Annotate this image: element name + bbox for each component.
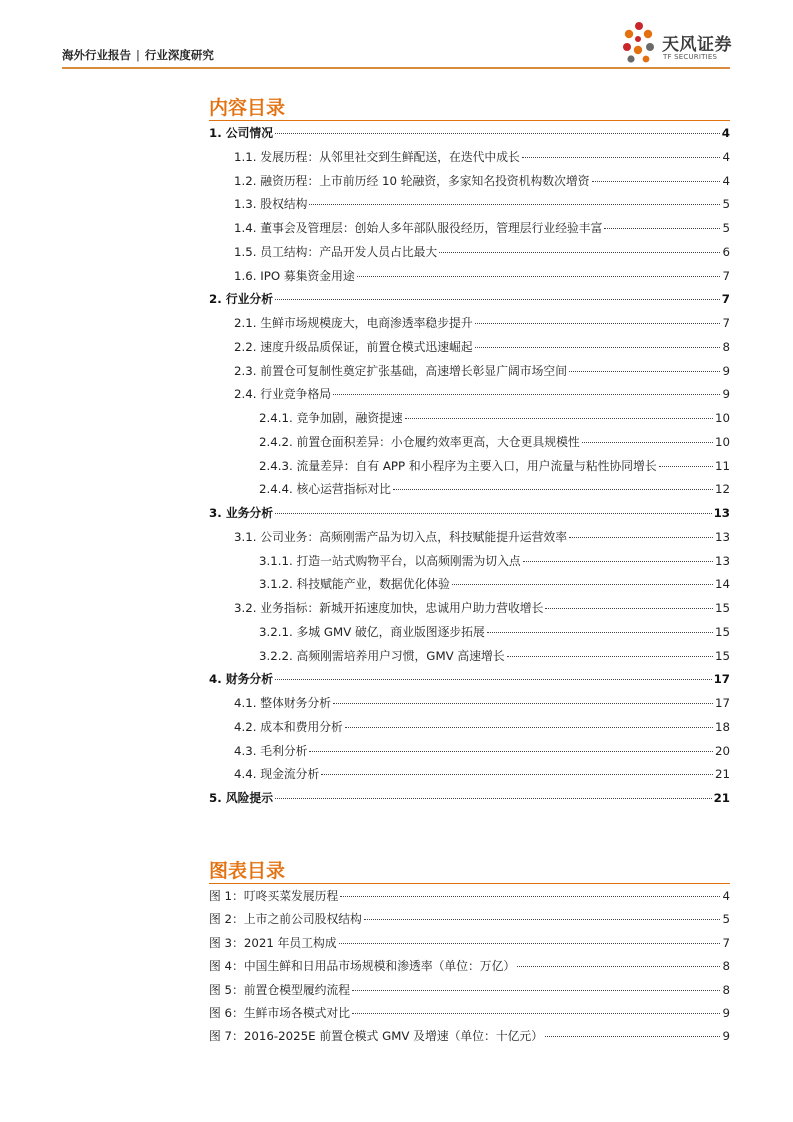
toc-entry-number: 4.2.: [234, 719, 257, 734]
toc-entry-text: 流量差异：自有 APP 和小程序为主要入口，用户流量与粘性协同增长: [296, 458, 657, 473]
figure-entry-page: 4: [722, 889, 730, 903]
toc-entry-number: 3.2.: [234, 601, 257, 615]
toc-entry-title: [209, 504, 273, 521]
toc-entry-number: 5.: [209, 791, 222, 805]
flower-dots-logo-icon: [620, 20, 662, 66]
toc-entry[interactable]: [259, 457, 730, 474]
figure-entry-page: 7: [722, 935, 730, 950]
toc-entry-number: 3.1.2.: [259, 577, 293, 592]
toc-entry-text: 业务分析: [225, 506, 274, 520]
figure-entry-text: 生鲜市场各模式对比: [243, 1006, 351, 1020]
toc-entry-text: 速度升级品质保证，前置仓模式迅速崛起: [260, 339, 473, 354]
dot-leader: [659, 466, 713, 467]
toc-entry-number: 1.: [209, 126, 222, 140]
figure-entry-page: 8: [722, 982, 730, 997]
toc-entry-text: 现金流分析: [260, 767, 320, 782]
toc-entry[interactable]: [234, 765, 730, 782]
figures-title: 图表目录: [209, 860, 286, 882]
toc-entry-title: [234, 528, 567, 545]
brand-name-en: TF SECURITIES: [663, 53, 718, 61]
dot-leader: [452, 584, 713, 585]
toc-entry-number: 1.6.: [234, 268, 257, 283]
toc-entry-page: 4: [721, 126, 730, 140]
toc-entry[interactable]: [259, 575, 730, 592]
dot-leader: [604, 228, 720, 229]
toc-title-rule: [209, 120, 730, 121]
dot-leader: [405, 418, 713, 419]
toc-entry-title: [234, 742, 307, 759]
figure-entry-text: 上市之前公司股权结构: [243, 912, 362, 927]
toc-entry[interactable]: [234, 385, 730, 402]
toc-entry-page: 17: [713, 672, 730, 687]
dot-leader: [321, 774, 713, 775]
dot-leader: [345, 727, 713, 728]
toc-entry-title: [259, 623, 485, 640]
dot-leader: [309, 204, 720, 205]
toc-entry-text: 前置仓面积差异：小仓履约效率更高，大仓更具规模性: [296, 434, 580, 449]
toc-entry-title: [259, 575, 450, 592]
toc-entry-text: 前置仓可复制性奠定扩张基础，高速增长彰显广阔市场空间: [260, 363, 567, 378]
toc-entry-page: 8: [722, 339, 730, 354]
toc-entry-number: 1.4.: [234, 221, 257, 235]
toc-entry-page: 14: [714, 577, 730, 592]
toc-entry-title: [259, 552, 521, 569]
toc-entry[interactable]: [234, 599, 730, 616]
toc-entry-page: 21: [713, 791, 730, 805]
toc-entry[interactable]: [209, 789, 730, 806]
toc-entry-text: 整体财务分析: [260, 696, 332, 710]
toc-entry-text: IPO 募集资金用途: [260, 268, 355, 283]
report-category: [62, 47, 214, 63]
toc-entry[interactable]: [259, 480, 730, 497]
toc-entry-text: 风险提示: [225, 791, 274, 805]
toc-entry[interactable]: [234, 694, 730, 711]
header-separator: |: [136, 48, 140, 62]
figure-entry-label: 图 3：: [209, 935, 244, 950]
toc-entry[interactable]: [259, 623, 730, 640]
figure-entry[interactable]: [209, 981, 730, 998]
dot-leader: [333, 394, 720, 395]
toc-entry-text: 行业分析: [225, 292, 274, 307]
dot-leader: [592, 181, 721, 182]
dot-leader: [569, 537, 713, 538]
dot-leader: [517, 966, 720, 967]
brand-logo: [620, 20, 735, 66]
toc-entry-page: 20: [714, 743, 730, 758]
toc-entry-text: 行业竞争格局: [260, 387, 332, 402]
toc-entry-number: 2.4.4.: [259, 482, 293, 497]
toc-entry[interactable]: [234, 172, 730, 189]
toc-entry-title: [234, 765, 319, 782]
dot-leader: [487, 632, 713, 633]
toc-entry[interactable]: [234, 267, 730, 284]
toc-entry-title: [234, 267, 355, 284]
toc-entry[interactable]: [234, 148, 730, 165]
toc-entry[interactable]: [209, 124, 730, 141]
toc-entry[interactable]: [234, 314, 730, 331]
toc-entry-number: 2.2.: [234, 339, 257, 354]
toc-entry-text: 竞争加剧，融资提速: [296, 411, 403, 425]
figure-entry[interactable]: [209, 1027, 730, 1044]
dot-leader: [357, 276, 721, 277]
figure-entry[interactable]: [209, 934, 730, 951]
dot-leader: [439, 252, 720, 253]
toc-entry-text: 股权结构: [260, 197, 308, 212]
toc-entry-title: [259, 647, 505, 664]
toc-entry-title: [259, 433, 580, 450]
toc-entry-page: 4: [722, 149, 730, 164]
dot-leader: [522, 157, 721, 158]
toc-entry-page: 7: [721, 292, 730, 307]
toc-entry[interactable]: [209, 670, 730, 687]
figure-entry-text: 2016-2025E 前置仓模式 GMV 及增速（单位：十亿元）: [243, 1029, 544, 1044]
dot-leader: [275, 513, 712, 514]
figure-entry-text: 前置仓模型履约流程: [243, 982, 351, 997]
toc-entry-number: 2.: [209, 292, 222, 307]
toc-entry-page: 15: [714, 648, 730, 663]
toc-entry-number: 2.4.: [234, 387, 257, 402]
toc-entry-number: 3.1.: [234, 529, 257, 544]
toc-entry-page: 15: [714, 601, 730, 615]
toc-entry-text: 公司业务：高频刚需产品为切入点，科技赋能提升运营效率: [260, 529, 567, 544]
toc-entry-title: [234, 219, 602, 236]
toc-entry[interactable]: [234, 362, 730, 379]
toc-entry-page: 7: [722, 316, 730, 330]
toc-entry[interactable]: [234, 219, 730, 236]
figure-entry-label: 图 1：: [209, 889, 244, 903]
dot-leader: [393, 489, 713, 490]
toc-entry-number: 4.1.: [234, 696, 257, 710]
toc-entry-number: 3.2.2.: [259, 648, 293, 663]
dot-leader: [523, 561, 713, 562]
toc-title: 内容目录: [209, 97, 286, 119]
dot-leader: [339, 943, 721, 944]
toc-entry-number: 2.4.1.: [259, 411, 293, 425]
toc-entry-number: 3.: [209, 506, 222, 520]
toc-entry[interactable]: [234, 195, 730, 212]
toc-entry-page: 21: [714, 767, 730, 782]
toc-entry-number: 1.1.: [234, 149, 257, 164]
toc-entry-text: 打造一站式购物平台，以高频刚需为切入点: [296, 553, 521, 568]
toc-entry-text: 多城 GMV 破亿，商业版图逐步拓展: [296, 624, 485, 639]
dot-leader: [275, 679, 712, 680]
figure-entry-text: 叮咚买菜发展历程: [243, 889, 339, 903]
toc-entry-number: 1.5.: [234, 244, 257, 259]
figure-entry-label: 图 7：: [209, 1029, 244, 1044]
toc-entry-page: 13: [714, 553, 730, 568]
figure-entry-page: 9: [722, 1006, 730, 1020]
dot-leader: [475, 323, 721, 324]
toc-entry-title: [234, 314, 473, 331]
toc-entry[interactable]: [234, 718, 730, 735]
toc-entry-text: 财务分析: [225, 672, 274, 687]
toc-entry-page: 6: [722, 244, 730, 259]
toc-entry[interactable]: [259, 433, 730, 450]
figure-entry[interactable]: [209, 910, 730, 927]
dot-leader: [340, 896, 720, 897]
toc-entry-number: 4.3.: [234, 743, 257, 758]
dot-leader: [545, 608, 713, 609]
dot-leader: [275, 798, 712, 799]
figure-entry-title: [209, 934, 337, 951]
toc-entry-number: 3.2.1.: [259, 624, 293, 639]
figure-entry[interactable]: [209, 1004, 730, 1021]
figure-entry-label: 图 4：: [209, 959, 244, 974]
toc-entry-page: 18: [714, 719, 730, 734]
dot-leader: [275, 299, 720, 300]
figure-entry-page: 8: [722, 959, 730, 974]
figure-entry[interactable]: [209, 957, 730, 974]
toc-entry-number: 4.4.: [234, 767, 257, 782]
toc-entry-title: [234, 599, 543, 616]
figure-entry-label: 图 2：: [209, 912, 244, 927]
toc-entry-title: [234, 385, 331, 402]
toc-entry[interactable]: [209, 290, 730, 307]
dot-leader: [352, 990, 720, 991]
figure-entry-title: [209, 1027, 543, 1044]
dot-leader: [475, 347, 721, 348]
toc-entry-text: 融资历程：上市前历经 10 轮融资，多家知名投资机构数次增资: [260, 173, 590, 188]
toc-entry-title: [234, 243, 437, 260]
dot-leader: [309, 751, 713, 752]
toc-entry[interactable]: [234, 338, 730, 355]
toc-entry-page: 12: [714, 482, 730, 497]
toc-entry-title: [234, 694, 331, 711]
toc-entry-title: [234, 362, 567, 379]
dot-leader: [364, 919, 721, 920]
toc-entry-number: 1.2.: [234, 173, 257, 188]
toc-entry-text: 业务指标：新城开拓速度加快，忠诚用户助力营收增长: [260, 601, 544, 615]
toc-entry-number: 2.1.: [234, 316, 257, 330]
toc-entry-number: 1.3.: [234, 197, 257, 212]
toc-entry-text: 发展历程：从邻里社交到生鲜配送，在迭代中成长: [260, 149, 520, 164]
toc-entry-page: 17: [714, 696, 730, 710]
toc-entry-page: 7: [722, 268, 730, 283]
toc-entry-title: [234, 172, 590, 189]
toc-entry-title: [234, 718, 343, 735]
dot-leader: [352, 1013, 720, 1014]
toc-entry-page: 4: [722, 173, 730, 188]
figure-entry-page: 5: [722, 912, 730, 927]
toc-entry-title: [209, 670, 273, 687]
toc-entry[interactable]: [234, 528, 730, 545]
toc-entry-title: [209, 789, 273, 806]
toc-entry-text: 毛利分析: [260, 743, 308, 758]
toc-entry[interactable]: [259, 552, 730, 569]
toc-entry[interactable]: [209, 504, 730, 521]
toc-entry-title: [234, 195, 307, 212]
figure-entry-title: [209, 910, 362, 927]
figure-entry-label: 图 5：: [209, 982, 244, 997]
toc-entry[interactable]: [234, 243, 730, 260]
toc-entry[interactable]: [259, 409, 730, 426]
header-divider: [62, 67, 730, 69]
figure-entry[interactable]: [209, 887, 730, 904]
toc-entry-text: 高频刚需培养用户习惯，GMV 高速增长: [296, 648, 505, 663]
toc-entry-text: 核心运营指标对比: [296, 482, 391, 497]
toc-entry[interactable]: [259, 647, 730, 664]
dot-leader: [545, 1036, 720, 1037]
figure-entry-text: 2021 年员工构成: [243, 935, 337, 950]
toc-entry-title: [259, 457, 657, 474]
toc-entry-page: 10: [714, 434, 730, 449]
figure-entry-label: 图 6：: [209, 1006, 244, 1020]
toc-entry-title: [259, 409, 403, 426]
toc-entry-text: 生鲜市场规模庞大，电商渗透率稳步提升: [260, 316, 473, 330]
toc-entry-text: 员工结构：产品开发人员占比最大: [260, 244, 438, 259]
dot-leader: [569, 371, 720, 372]
toc-entry-title: [209, 290, 273, 307]
toc-entry-page: 13: [713, 506, 730, 520]
toc-entry-page: 9: [722, 363, 730, 378]
figure-entry-title: [209, 981, 350, 998]
toc-entry-text: 董事会及管理层：创始人多年部队服役经历，管理层行业经验丰富: [260, 221, 603, 235]
toc-entry-number: 4.: [209, 672, 222, 687]
toc-entry-text: 公司情况: [225, 126, 274, 140]
dot-leader: [507, 656, 713, 657]
dot-leader: [275, 133, 720, 134]
figure-entry-title: [209, 957, 515, 974]
toc-entry-page: 5: [722, 197, 730, 212]
toc-entry-page: 13: [714, 529, 730, 544]
figures-title-rule: [209, 883, 730, 884]
figure-entry-title: [209, 1004, 350, 1021]
toc-entry-page: 15: [714, 624, 730, 639]
toc-entry-title: [234, 148, 520, 165]
toc-entry-number: 3.1.1.: [259, 553, 293, 568]
figure-entry-title: [209, 887, 338, 904]
toc-entry-title: [234, 338, 473, 355]
toc-entry-text: 成本和费用分析: [260, 719, 343, 734]
figure-entry-text: 中国生鲜和日用品市场规模和渗透率（单位：万亿）: [243, 959, 516, 974]
dot-leader: [333, 703, 713, 704]
dot-leader: [582, 442, 713, 443]
header-category: 海外行业报告: [62, 48, 131, 62]
toc-entry-number: 2.4.3.: [259, 458, 293, 473]
toc-entry-page: 5: [722, 221, 730, 235]
toc-entry-title: [259, 480, 391, 497]
toc-entry-number: 2.4.2.: [259, 434, 293, 449]
toc-entry-page: 9: [722, 387, 730, 402]
toc-entry-page: 10: [714, 411, 730, 425]
header-subcategory: 行业深度研究: [144, 48, 214, 62]
toc-entry-number: 2.3.: [234, 363, 257, 378]
toc-entry-title: [209, 124, 273, 141]
figure-entry-page: 9: [722, 1029, 730, 1044]
toc-entry-text: 科技赋能产业，数据优化体验: [296, 577, 450, 592]
brand-name-cn: 天风证券: [662, 35, 732, 55]
toc-entry-page: 11: [714, 458, 730, 473]
toc-entry[interactable]: [234, 742, 730, 759]
